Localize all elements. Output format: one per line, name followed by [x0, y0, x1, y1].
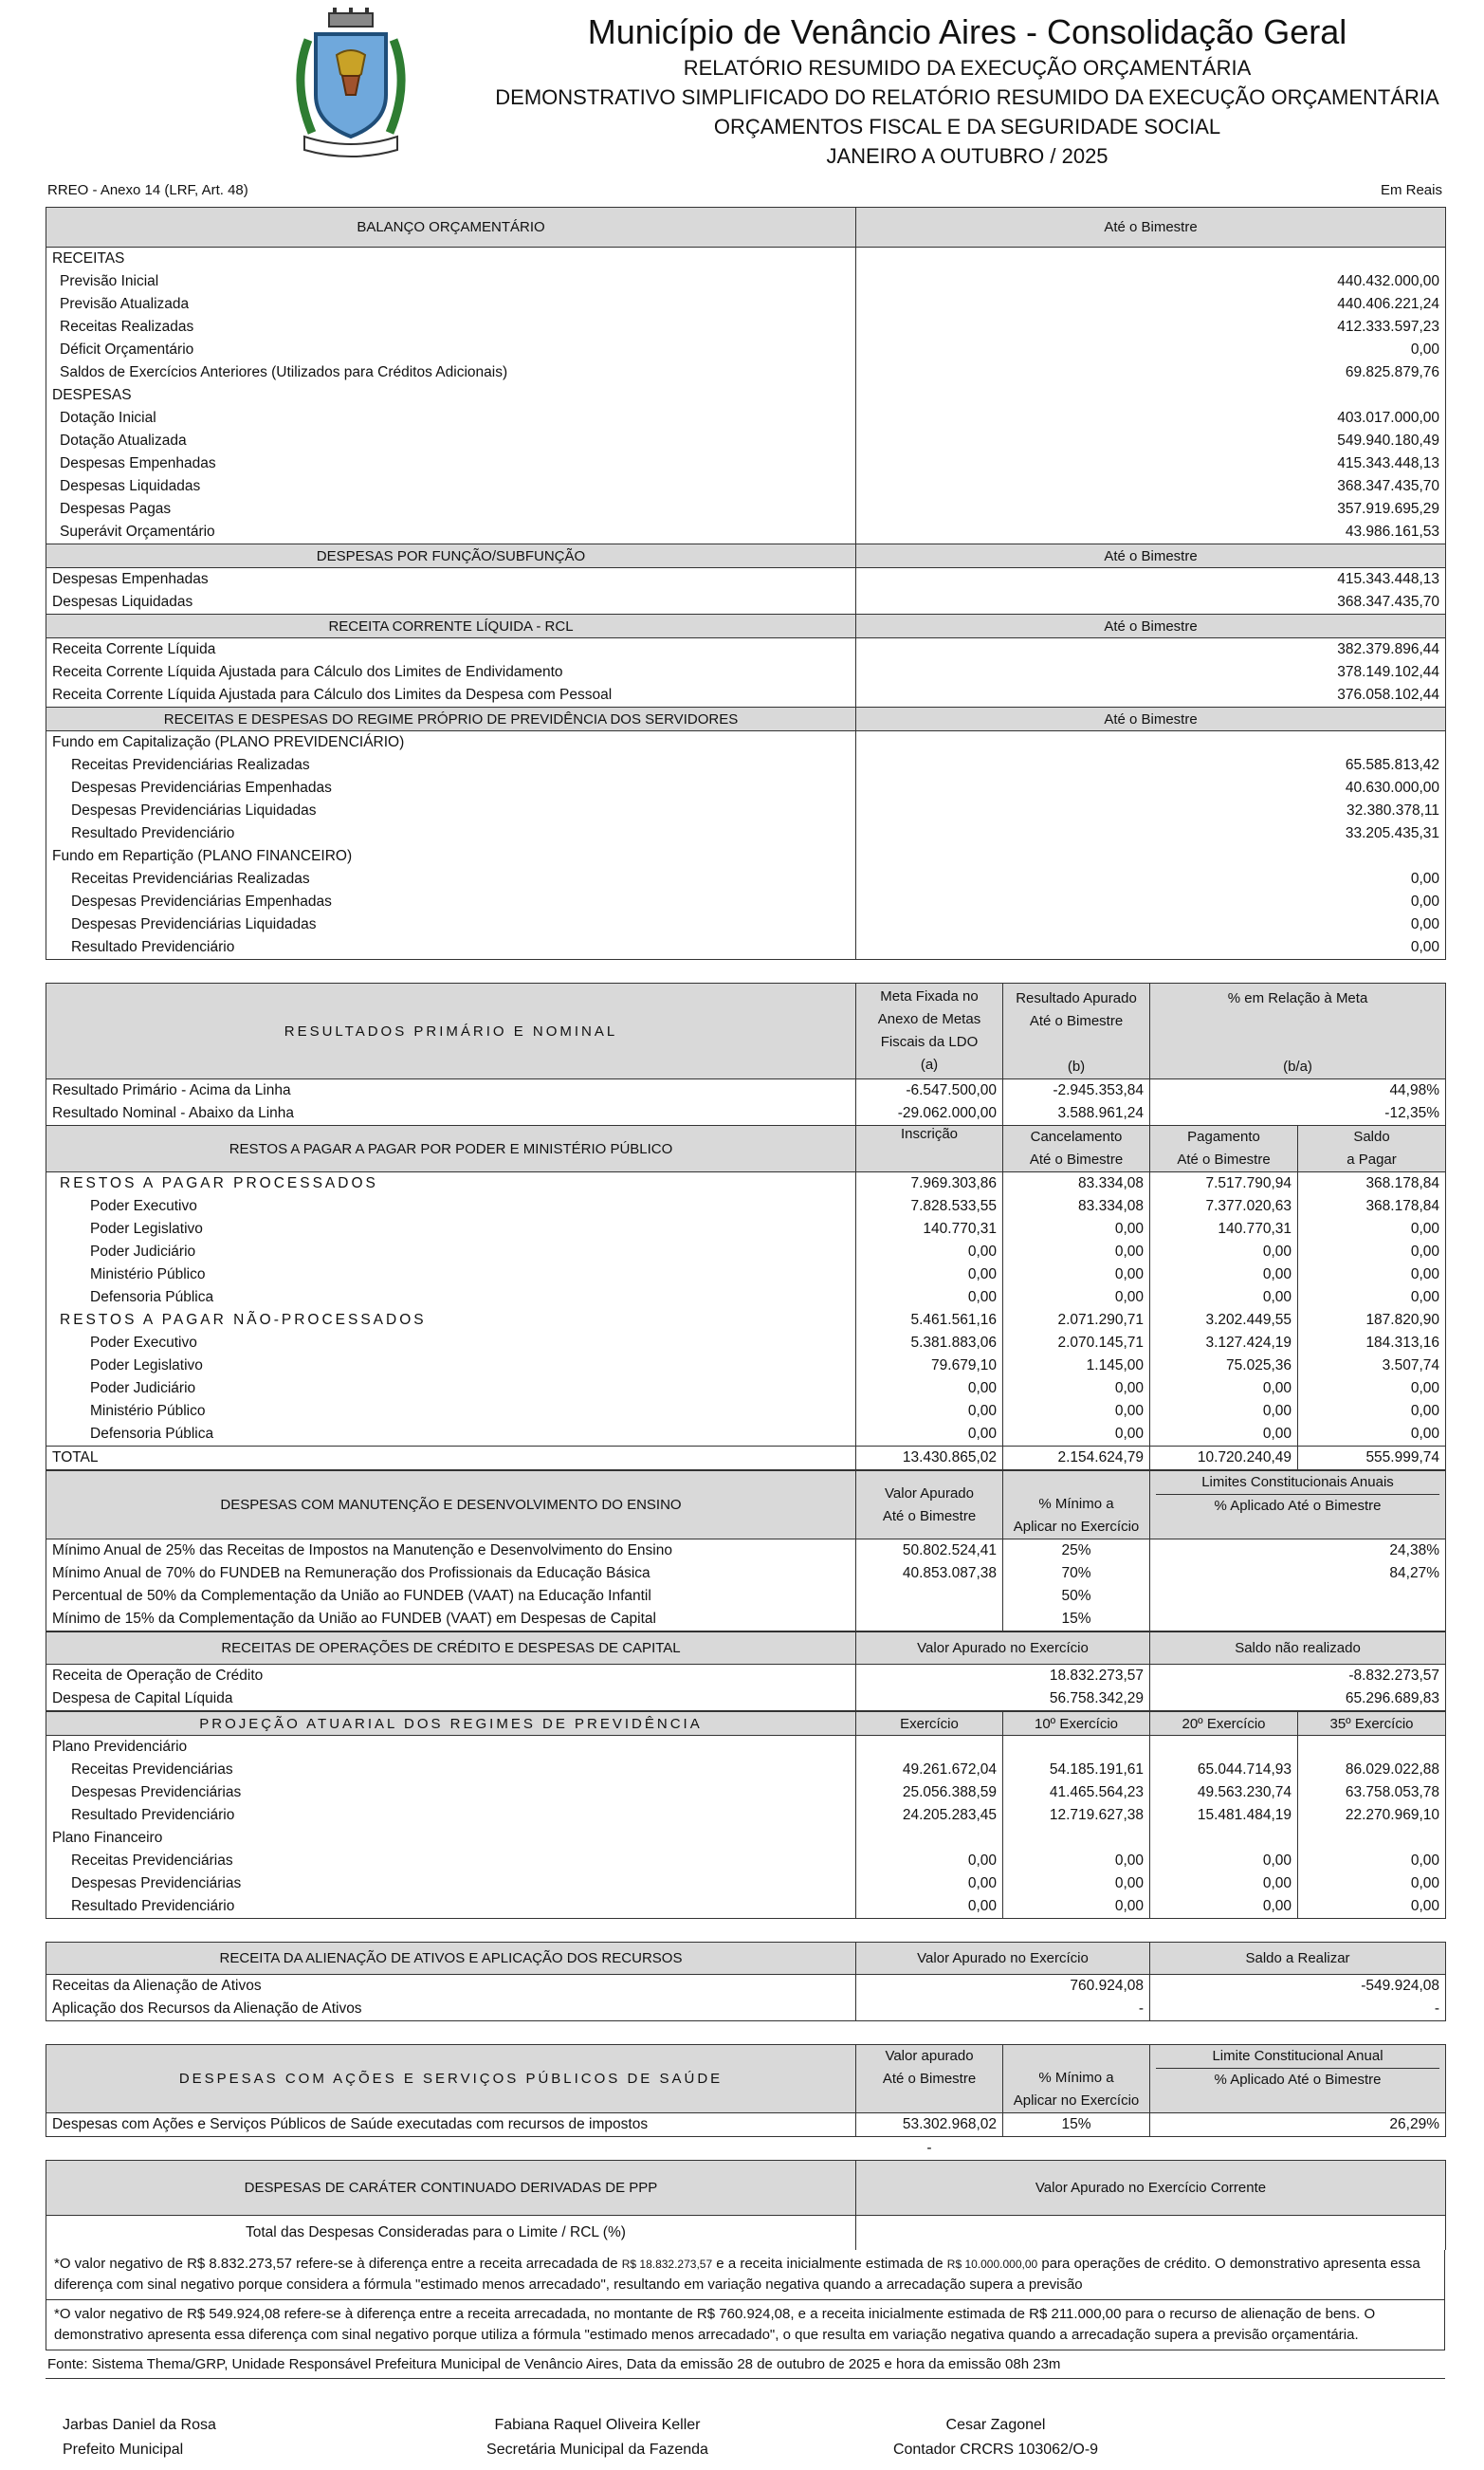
balanco-table	[46, 207, 1446, 983]
report-body	[46, 207, 1445, 2379]
table-row: Resultado Previdenciário 0,00 0,00 0,00 0,00	[46, 1895, 1446, 1919]
section-title: RECEITA CORRENTE LÍQUIDA - RCL	[46, 615, 856, 638]
table-row: Poder Executivo 5.381.883,06 2.070.145,71 3.127.424,19 184.313,16	[46, 1332, 1446, 1355]
report-subtitle: RELATÓRIO RESUMIDO DA EXECUÇÃO ORÇAMENTÁRIA	[683, 56, 1252, 80]
report-period: JANEIRO A OUTUBRO / 2025	[826, 144, 1108, 168]
table-row: Receitas Realizadas 412.333.597,23	[46, 316, 1446, 339]
ppp-table: DESPESAS DE CARÁTER CONTINUADO DERIVADAS DE PPP Valor Apurado no Exercício Corrente Total das Despesas Consideradas para o Limite / RCL (%)	[46, 2160, 1446, 2250]
table-row: Mínimo Anual de 70% do FUNDEB na Remuneração dos Profissionais da Educação Básica 40.853.087,38 70% 84,27%	[46, 1562, 1446, 1585]
table-row: Poder Legislativo 79.679,10 1.145,00 75.025,36 3.507,74	[46, 1355, 1446, 1377]
table-row: Despesas Liquidadas 368.347.435,70	[46, 475, 1446, 498]
column-header: Até o Bimestre	[856, 208, 1446, 248]
saude-table: DESPESAS COM AÇÕES E SERVIÇOS PÚBLICOS DE SAÚDE Valor apurado Até o Bimestre % Mínimo a Aplicar no Exercício Limite Constitucional Anual % Aplicado Até o Bimestre Despesas com Ações e Serviços Públicos de Saúde executadas com recursos de impostos 53.302.968,02 15% 26,29% -	[46, 2044, 1446, 2160]
unit-label: Em Reais	[1380, 182, 1442, 198]
group-label: Plano Previdenciário	[46, 1736, 856, 1760]
ensino-table: DESPESAS COM MANUTENÇÃO E DESENVOLVIMENTO DO ENSINO Valor Apurado Até o Bimestre % Mínimo a Aplicar no Exercício Limites Constitucionais Anuais % Aplicado Até o Bimestre Mínimo Anual de 25% das Receitas de Impostos na Manutenção e Desenvolvimento do Ensino 50.802.524,41 25% 24,38% Mínimo Anual de 70% do FUNDEB na Remuneração dos Profissionais da Educação Básica 40.853.087,38 70% 84,27% Percentual de 50% da Complementação da União ao FUNDEB (VAAT) na Educação Infantil 50% Mínimo de 15% da Complementação da União ao FUNDEB (VAAT) em Despesas de Capital 15%	[46, 1470, 1446, 1631]
table-row: TOTAL 13.430.865,02 2.154.624,79 10.720.240,49 555.999,74	[46, 1447, 1446, 1470]
section-title: BALANÇO ORÇAMENTÁRIO	[46, 208, 856, 248]
table-row: Receitas Previdenciárias 0,00 0,00 0,00 0,00	[46, 1850, 1446, 1872]
signature-block: Cesar Zagonel Contador CRCRS 103062/O-9	[892, 2417, 1099, 2458]
table-row: Despesa de Capital Líquida 56.758.342,29 65.296.689,83	[46, 1687, 1446, 1711]
group-label: Plano Financeiro	[46, 1827, 856, 1850]
section-title: DESPESAS POR FUNÇÃO/SUBFUNÇÃO	[46, 544, 856, 568]
table-row: Receita de Operação de Crédito 18.832.273,57 -8.832.273,57	[46, 1665, 1446, 1688]
table-row: Despesas Previdenciárias 0,00 0,00 0,00 0,00	[46, 1872, 1446, 1895]
signature-block: Fabiana Raquel Oliveira Keller Secretária Municipal da Fazenda	[486, 2417, 708, 2458]
table-row: Previsão Inicial 440.432.000,00	[46, 270, 1446, 293]
table-row: Mínimo Anual de 25% das Receitas de Impostos na Manutenção e Desenvolvimento do Ensino 50.802.524,41 25% 24,38%	[46, 1539, 1446, 1563]
group-label: RECEITAS	[46, 248, 856, 271]
column-header: Até o Bimestre	[856, 708, 1446, 731]
table-row: Poder Legislativo 140.770,31 0,00 140.770,31 0,00	[46, 1218, 1446, 1241]
table-row: Defensoria Pública 0,00 0,00 0,00 0,00	[46, 1423, 1446, 1447]
table-row: Poder Executivo 7.828.533,55 83.334,08 7.377.020,63 368.178,84	[46, 1195, 1446, 1218]
table-row: Dotação Atualizada 549.940.180,49	[46, 430, 1446, 452]
credito-table: RECEITAS DE OPERAÇÕES DE CRÉDITO E DESPESAS DE CAPITAL Valor Apurado no Exercício Saldo não realizado Receita de Operação de Crédito 18.832.273,57 -8.832.273,57 Despesa de Capital Líquida 56.758.342,29 65.296.689,83	[46, 1631, 1446, 1711]
projecao-table: PROJEÇÃO ATUARIAL DOS REGIMES DE PREVIDÊNCIA Exercício 10º Exercício 20º Exercício 35º Exercício Plano Previdenciário Receitas Previdenciárias 49.261.672,04 54.185.191,61 65.044.714,93 86.029.022,88 Despesas Previdenciárias 25.056.388,59 41.465.564,23 49.563.230,74 63.758.053,78 Resultado Previdenciário 24.205.283,45 12.719.627,38 15.481.484,19 22.270.969,10 Plano Financeiro Receitas Previdenciárias 0,00 0,00 0,00 0,00 Despesas Previdenciárias 0,00 0,00 0,00 0,00 Resultado Previdenciário 0,00 0,00 0,00 0,00	[46, 1711, 1446, 1942]
table-row: Ministério Público 0,00 0,00 0,00 0,00	[46, 1400, 1446, 1423]
table-row: Saldos de Exercícios Anteriores (Utilizados para Créditos Adicionais) 69.825.879,76	[46, 361, 1446, 384]
table-row: Mínimo de 15% da Complementação da União ao FUNDEB (VAAT) em Despesas de Capital 15%	[46, 1608, 1446, 1631]
table-row: Resultado Previdenciário 24.205.283,45 12.719.627,38 15.481.484,19 22.270.969,10	[46, 1804, 1446, 1827]
table-row: Receitas Previdenciárias Realizadas 0,00	[46, 868, 1446, 891]
table-row: Ministério Público 0,00 0,00 0,00 0,00	[46, 1263, 1446, 1286]
table-row: Despesas Pagas 357.919.695,29	[46, 498, 1446, 521]
municipal-crest-icon	[280, 8, 422, 159]
table-row: Despesas Previdenciárias Empenhadas 40.630.000,00	[46, 777, 1446, 800]
section-title: RECEITAS E DESPESAS DO REGIME PRÓPRIO DE PREVIDÊNCIA DOS SERVIDORES	[46, 708, 856, 731]
table-row: Despesas Previdenciárias 25.056.388,59 41.465.564,23 49.563.230,74 63.758.053,78	[46, 1781, 1446, 1804]
resultados-table: RESULTADOS PRIMÁRIO E NOMINAL Meta Fixada no Anexo de Metas Fiscais da LDO (a) Resultado Apurado Até o Bimestre (b) % em Relação à Meta (b/a) Resultado Primário - Acima da Linha -6.547.500,00 -2.945.353,84 44,98% Resultado Nominal - Abaixo da Linha -29.062.000,00 3.588.961,24 -12,35% RESTOS A PAGAR A PAGAR POR PODER E MINISTÉRIO PÚBLICO Inscrição Cancelamento Até o Bimestre Pagamento Até o Bimestre Saldo a Pagar RESTOS A PAGAR PROCESSADOS 7.969.303,86 83.334,08 7.517.790,94 368.178,84 Poder Executivo 7.828.533,55 83.334,08 7.377.020,63 368.178,84 Poder Legislativo 140.770,31 0,00 140.770,31 0,00 Poder Judiciário 0,00 0,00 0,00 0,00 Ministério Público 0,00 0,00 0,00 0,00 Defensoria Pública 0,00 0,00 0,00 0,00 RESTOS A PAGAR NÃO-PROCESSADOS 5.461.561,16 2.071.290,71 3.202.449,55 187.820,90 Poder Executivo 5.381.883,06 2.070.145,71 3.127.424,19 184.313,16 Poder Legislativo 79.679,10 1.145,00 75.025,36 3.507,74 Poder Judiciário 0,00 0,00 0,00 0,00 Ministério Público 0,00 0,00 0,00 0,00 Defensoria Pública 0,00 0,00 0,00 0,00 TOTAL 13.430.865,02 2.154.624,79 10.720.240,49 555.999,74	[46, 983, 1446, 1470]
table-row: Resultado Nominal - Abaixo da Linha -29.062.000,00 3.588.961,24 -12,35%	[46, 1102, 1446, 1126]
table-row: Déficit Orçamentário 0,00	[46, 339, 1446, 361]
section-title: DESPESAS COM MANUTENÇÃO E DESENVOLVIMENTO DO ENSINO	[46, 1471, 856, 1539]
annex-label: RREO - Anexo 14 (LRF, Art. 48)	[47, 182, 248, 198]
table-row: Despesas Previdenciárias Empenhadas 0,00	[46, 891, 1446, 913]
report-subtitle: ORÇAMENTOS FISCAL E DA SEGURIDADE SOCIAL	[713, 115, 1221, 138]
table-row: Despesas Empenhadas 415.343.448,13	[46, 568, 1446, 592]
table-row: Resultado Previdenciário 0,00	[46, 936, 1446, 960]
group-label: Fundo em Capitalização (PLANO PREVIDENCIÁRIO)	[46, 731, 856, 755]
report-header	[0, 0, 1484, 175]
table-row: Resultado Primário - Acima da Linha -6.547.500,00 -2.945.353,84 44,98%	[46, 1079, 1446, 1103]
table-row: Dotação Inicial 403.017.000,00	[46, 407, 1446, 430]
table-row: Receita Corrente Líquida Ajustada para Cálculo dos Limites da Despesa com Pessoal 376.058.102,44	[46, 684, 1446, 708]
table-row: Aplicação dos Recursos da Alienação de Ativos - -	[46, 1998, 1446, 2021]
table-row: Percentual de 50% da Complementação da União ao FUNDEB (VAAT) na Educação Infantil 50%	[46, 1585, 1446, 1608]
table-row: Receitas Previdenciárias 49.261.672,04 54.185.191,61 65.044.714,93 86.029.022,88	[46, 1759, 1446, 1781]
table-row: RESTOS A PAGAR PROCESSADOS 7.969.303,86 83.334,08 7.517.790,94 368.178,84	[46, 1172, 1446, 1196]
signature-block: Jarbas Daniel da Rosa Prefeito Municipal	[63, 2417, 216, 2458]
table-row: Receita Corrente Líquida 382.379.896,44	[46, 638, 1446, 662]
section-title: RESULTADOS PRIMÁRIO E NOMINAL	[46, 984, 856, 1079]
group-label: Fundo em Repartição (PLANO FINANCEIRO)	[46, 845, 856, 868]
table-row: Superávit Orçamentário 43.986.161,53	[46, 521, 1446, 544]
table-row: Receitas da Alienação de Ativos 760.924,08 -549.924,08	[46, 1975, 1446, 1999]
section-title: PROJEÇÃO ATUARIAL DOS REGIMES DE PREVIDÊNCIA	[46, 1712, 856, 1736]
table-row: RESTOS A PAGAR NÃO-PROCESSADOS 5.461.561,16 2.071.290,71 3.202.449,55 187.820,90	[46, 1309, 1446, 1332]
table-row: Poder Judiciário 0,00 0,00 0,00 0,00	[46, 1241, 1446, 1263]
note-credito: *O valor negativo de R$ 8.832.273,57 refere-se à diferença entre a receita arrecadada de R$ 18.832.273,57 e a receita inicialmente estimada de R$ 10.000.000,00 para operações de crédito. O demonstrativo apresenta essa diferença com sinal negativo porque considera a fórmula "estimado menos arrecadado", resultando em variação negativa quando a arrecadação supera a previsão	[46, 2250, 1445, 2300]
table-row: Despesas Empenhadas 415.343.448,13	[46, 452, 1446, 475]
table-row: Receita Corrente Líquida Ajustada para Cálculo dos Limites de Endividamento 378.149.102,44	[46, 661, 1446, 684]
alienacao-table: RECEITA DA ALIENAÇÃO DE ATIVOS E APLICAÇÃO DOS RECURSOS Valor Apurado no Exercício Saldo a Realizar Receitas da Alienação de Ativos 760.924,08 -549.924,08 Aplicação dos Recursos da Alienação de Ativos - -	[46, 1942, 1446, 2044]
report-subtitle: DEMONSTRATIVO SIMPLIFICADO DO RELATÓRIO RESUMIDO DA EXECUÇÃO ORÇAMENTÁRIA	[495, 85, 1439, 109]
report-title: Município de Venâncio Aires - Consolidação Geral	[587, 12, 1347, 51]
group-label: DESPESAS	[46, 384, 856, 407]
table-row: Despesas Liquidadas 368.347.435,70	[46, 591, 1446, 615]
section-title: RECEITAS DE OPERAÇÕES DE CRÉDITO E DESPESAS DE CAPITAL	[46, 1632, 856, 1665]
table-row: Total das Despesas Consideradas para o Limite / RCL (%)	[46, 2216, 1446, 2250]
table-row: Poder Judiciário 0,00 0,00 0,00 0,00	[46, 1377, 1446, 1400]
table-row: Previsão Atualizada 440.406.221,24	[46, 293, 1446, 316]
column-header: Até o Bimestre	[856, 615, 1446, 638]
source-note: Fonte: Sistema Thema/GRP, Unidade Responsável Prefeitura Municipal de Venâncio Aires, Data da emissão 28 de outubro de 2025 e hora da emissão 08h 23m	[46, 2350, 1445, 2379]
section-title: DESPESAS DE CARÁTER CONTINUADO DERIVADAS DE PPP	[46, 2161, 856, 2216]
table-row: Despesas Previdenciárias Liquidadas 32.380.378,11	[46, 800, 1446, 822]
table-row: Receitas Previdenciárias Realizadas 65.585.813,42	[46, 754, 1446, 777]
table-row: Resultado Previdenciário 33.205.435,31	[46, 822, 1446, 845]
table-row: Despesas com Ações e Serviços Públicos de Saúde executadas com recursos de impostos 53.302.968,02 15% 26,29%	[46, 2113, 1446, 2137]
section-title: RECEITA DA ALIENAÇÃO DE ATIVOS E APLICAÇÃO DOS RECURSOS	[46, 1943, 856, 1975]
section-title: DESPESAS COM AÇÕES E SERVIÇOS PÚBLICOS DE SAÚDE	[46, 2045, 856, 2113]
section-title: RESTOS A PAGAR A PAGAR POR PODER E MINISTÉRIO PÚBLICO	[46, 1126, 856, 1172]
dash-value: -	[926, 2140, 932, 2156]
note-alienacao: *O valor negativo de R$ 549.924,08 refere-se à diferença entre a receita arrecadada, no montante de R$ 760.924,08, e a receita inicialmente estimada de R$ 211.000,00 para o recurso de alienação de bens. O demonstrativo apresenta essa diferença com sinal negativo porque utiliza a fórmula "estimado menos arrecadado", o que resulta em variação negativa quando a arrecadação supera a previsão orçamentária.	[46, 2300, 1445, 2350]
table-row: Despesas Previdenciárias Liquidadas 0,00	[46, 913, 1446, 936]
column-header: Até o Bimestre	[856, 544, 1446, 568]
table-row: Defensoria Pública 0,00 0,00 0,00 0,00	[46, 1286, 1446, 1309]
